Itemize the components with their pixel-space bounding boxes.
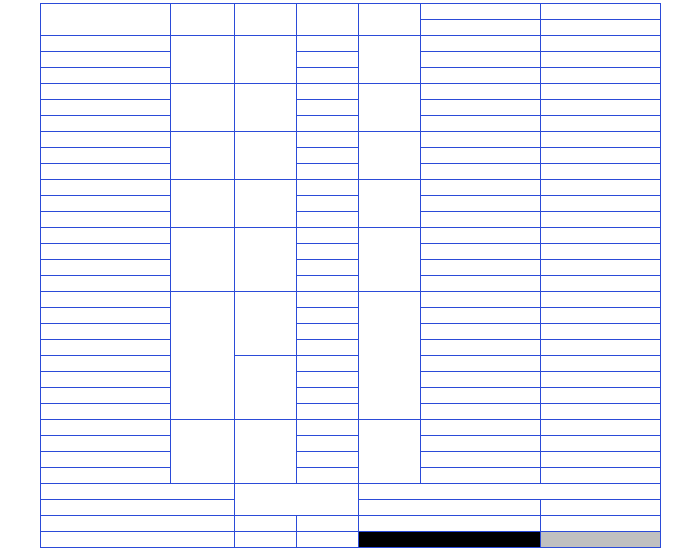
volume-cell xyxy=(541,436,661,452)
order-code xyxy=(41,292,171,308)
depth-cell xyxy=(297,436,359,452)
depth-cell xyxy=(297,452,359,468)
volume-cell xyxy=(541,468,661,484)
table-row xyxy=(41,180,661,196)
table-row xyxy=(41,68,661,84)
depth-cell xyxy=(297,196,359,212)
package-size-cell xyxy=(421,260,541,276)
color-code-gray xyxy=(41,532,235,548)
volume-cell xyxy=(541,52,661,68)
depth-cell xyxy=(297,292,359,308)
order-code xyxy=(41,436,171,452)
code-label xyxy=(41,500,235,516)
ral-code-black xyxy=(235,516,297,532)
volume-cell xyxy=(541,452,661,468)
order-code xyxy=(41,244,171,260)
volume-cell xyxy=(541,340,661,356)
order-code xyxy=(41,260,171,276)
depth-cell xyxy=(297,324,359,340)
table-row xyxy=(41,468,661,484)
header-height xyxy=(359,4,421,36)
volume-cell xyxy=(541,148,661,164)
height-cell xyxy=(359,228,421,292)
package-size-cell xyxy=(421,84,541,100)
order-code xyxy=(41,308,171,324)
order-code xyxy=(41,340,171,356)
table-row xyxy=(41,116,661,132)
volume-cell xyxy=(541,68,661,84)
width-cell xyxy=(235,36,297,84)
package-size-cell xyxy=(421,212,541,228)
table-row xyxy=(41,100,661,116)
depth-cell xyxy=(297,52,359,68)
volume-cell xyxy=(541,324,661,340)
table-row xyxy=(41,388,661,404)
header-width xyxy=(235,4,297,36)
order-code xyxy=(41,148,171,164)
depth-cell xyxy=(297,468,359,484)
color-name-black xyxy=(297,516,359,532)
header-volume xyxy=(541,4,661,20)
package-size-cell xyxy=(421,228,541,244)
order-code xyxy=(41,372,171,388)
table-row xyxy=(41,164,661,180)
depth-cell xyxy=(297,228,359,244)
height-cell xyxy=(359,180,421,228)
volume-cell xyxy=(541,244,661,260)
color-row-gray xyxy=(41,532,661,548)
height-cell xyxy=(359,132,421,180)
capacity-cell xyxy=(171,84,235,132)
package-size-cell xyxy=(421,132,541,148)
header-capacity xyxy=(171,4,235,36)
package-size-cell xyxy=(421,52,541,68)
color-def-row xyxy=(41,484,661,500)
package-size-cell xyxy=(421,68,541,84)
depth-cell xyxy=(297,244,359,260)
ral-code-gray xyxy=(235,532,297,548)
order-code xyxy=(41,212,171,228)
width-cell xyxy=(235,84,297,132)
package-size-cell xyxy=(421,452,541,468)
header-depth xyxy=(297,4,359,36)
table-row xyxy=(41,196,661,212)
color-cn-black xyxy=(359,516,541,532)
table-row xyxy=(41,404,661,420)
table-row xyxy=(41,260,661,276)
order-code xyxy=(41,116,171,132)
width-cell xyxy=(235,180,297,228)
depth-cell xyxy=(297,148,359,164)
order-code xyxy=(41,36,171,52)
header-code xyxy=(41,4,171,36)
capacity-cell xyxy=(171,180,235,228)
depth-cell xyxy=(297,132,359,148)
capacity-cell xyxy=(171,292,235,420)
volume-cell xyxy=(541,276,661,292)
package-size-cell xyxy=(421,164,541,180)
header-row xyxy=(41,4,661,20)
capacity-cell xyxy=(171,36,235,84)
color-label xyxy=(235,484,359,516)
depth-cell xyxy=(297,388,359,404)
table-row xyxy=(41,452,661,468)
package-size-cell xyxy=(421,388,541,404)
table-row xyxy=(41,372,661,388)
order-code xyxy=(41,52,171,68)
volume-cell xyxy=(541,372,661,388)
volume-cell xyxy=(541,36,661,52)
table-row xyxy=(41,52,661,68)
spec-table xyxy=(40,3,661,548)
color-code-black xyxy=(41,516,235,532)
capacity-cell xyxy=(171,228,235,292)
ral-a-header xyxy=(359,500,541,516)
volume-cell xyxy=(541,292,661,308)
depth-cell xyxy=(297,372,359,388)
table-row xyxy=(41,228,661,244)
package-size-cell xyxy=(421,148,541,164)
package-size-cell xyxy=(421,116,541,132)
swatch-gray xyxy=(541,532,661,548)
order-code xyxy=(41,420,171,436)
volume-cell xyxy=(541,84,661,100)
package-size-cell xyxy=(421,436,541,452)
volume-cell xyxy=(541,100,661,116)
height-cell xyxy=(359,420,421,484)
volume-cell xyxy=(541,116,661,132)
width-cell xyxy=(235,420,297,484)
table-row xyxy=(41,84,661,100)
volume-cell xyxy=(541,228,661,244)
depth-cell xyxy=(297,100,359,116)
table-row xyxy=(41,244,661,260)
height-cell xyxy=(359,36,421,84)
volume-cell xyxy=(541,388,661,404)
package-size-cell xyxy=(421,292,541,308)
table-row xyxy=(41,148,661,164)
package-size-cell xyxy=(421,276,541,292)
order-code xyxy=(41,100,171,116)
volume-cell xyxy=(541,212,661,228)
depth-cell xyxy=(297,276,359,292)
package-size-cell xyxy=(421,468,541,484)
depth-cell xyxy=(297,260,359,276)
package-size-cell xyxy=(421,404,541,420)
depth-cell xyxy=(297,404,359,420)
table-row xyxy=(41,36,661,52)
volume-cell xyxy=(541,180,661,196)
table-row xyxy=(41,308,661,324)
order-code xyxy=(41,404,171,420)
ral-b-header xyxy=(541,500,661,516)
package-size-cell xyxy=(421,372,541,388)
order-code xyxy=(41,388,171,404)
order-code xyxy=(41,68,171,84)
depth-cell xyxy=(297,340,359,356)
order-code xyxy=(41,196,171,212)
package-size-cell xyxy=(421,356,541,372)
depth-cell xyxy=(297,68,359,84)
volume-cell xyxy=(541,308,661,324)
color-header xyxy=(359,484,661,500)
package-size-cell xyxy=(421,420,541,436)
depth-cell xyxy=(297,36,359,52)
depth-cell xyxy=(297,164,359,180)
width-cell xyxy=(235,228,297,292)
depth-cell xyxy=(297,308,359,324)
header-package xyxy=(421,4,541,20)
package-size-cell xyxy=(421,100,541,116)
table-row xyxy=(41,132,661,148)
depth-cell xyxy=(297,84,359,100)
capacity-cell xyxy=(171,420,235,484)
order-code xyxy=(41,132,171,148)
color-row-black xyxy=(41,516,661,532)
width-cell xyxy=(235,132,297,180)
table-row xyxy=(41,292,661,308)
height-cell xyxy=(359,84,421,132)
package-size-cell xyxy=(421,324,541,340)
table-row xyxy=(41,436,661,452)
depth-cell xyxy=(297,356,359,372)
header-volume-unit xyxy=(541,20,661,36)
volume-cell xyxy=(541,356,661,372)
order-code xyxy=(41,356,171,372)
volume-cell xyxy=(541,404,661,420)
color-name-gray xyxy=(297,532,359,548)
package-size-cell xyxy=(421,180,541,196)
capacity-cell xyxy=(171,132,235,180)
depth-cell xyxy=(297,212,359,228)
order-code xyxy=(41,228,171,244)
depth-cell xyxy=(297,116,359,132)
table-row xyxy=(41,324,661,340)
table-row xyxy=(41,420,661,436)
depth-cell xyxy=(297,180,359,196)
table-row xyxy=(41,356,661,372)
header-package-unit xyxy=(421,20,541,36)
swatch-black xyxy=(359,532,541,548)
volume-cell xyxy=(541,260,661,276)
table-row xyxy=(41,212,661,228)
order-code xyxy=(41,452,171,468)
height-cell xyxy=(359,292,421,420)
swatch-empty xyxy=(541,516,661,532)
width-cell xyxy=(235,292,297,356)
width-cell xyxy=(235,356,297,420)
order-code xyxy=(41,324,171,340)
order-code xyxy=(41,164,171,180)
volume-cell xyxy=(541,132,661,148)
volume-cell xyxy=(541,196,661,212)
package-size-cell xyxy=(421,36,541,52)
order-code xyxy=(41,180,171,196)
order-code xyxy=(41,468,171,484)
order-code xyxy=(41,276,171,292)
package-size-cell xyxy=(421,308,541,324)
table-row xyxy=(41,340,661,356)
color-def-title xyxy=(41,484,235,500)
order-code xyxy=(41,84,171,100)
volume-cell xyxy=(541,164,661,180)
package-size-cell xyxy=(421,244,541,260)
depth-cell xyxy=(297,420,359,436)
package-size-cell xyxy=(421,196,541,212)
volume-cell xyxy=(541,420,661,436)
package-size-cell xyxy=(421,340,541,356)
table-row xyxy=(41,276,661,292)
